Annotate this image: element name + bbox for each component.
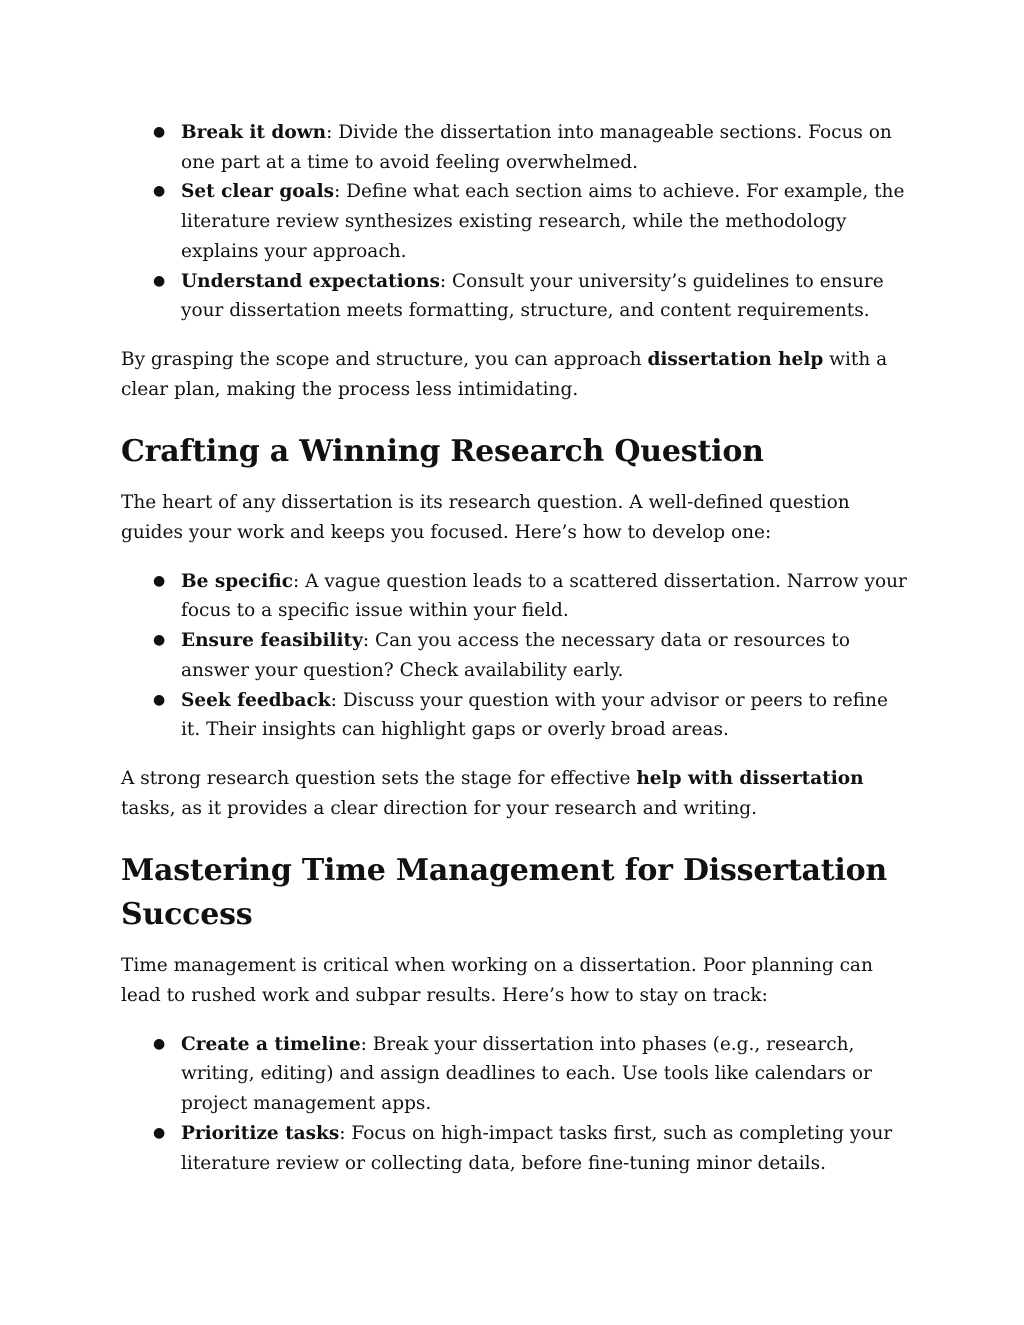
paragraph-bold-phrase: help with dissertation [636,767,864,789]
list-item-term: Be specific [181,570,293,592]
list-item [121,267,911,326]
list-item [121,177,911,266]
list-item [121,626,911,685]
bullet-icon: ● [153,183,166,200]
bullet-icon: ● [153,272,166,289]
list-item-text: : Can you access the necessary data or resources to answer your question? Check availability early. [181,630,850,681]
list-item [121,1030,911,1119]
list-item-term: Seek feedback [181,689,331,711]
list-item-text: : Consult your university’s guidelines to ensure your dissertation meets formatting, structure, and content requirements. [181,270,884,322]
list-item [121,686,911,745]
scope-paragraph [121,345,911,404]
list-item-term: Set clear goals [181,181,335,203]
paragraph-text: A strong research question sets the stage for effective [121,767,637,789]
list-item-term: Ensure feasibility [181,630,363,652]
list-item-term: Break it down [181,122,327,143]
list-item-text: : Break your dissertation into phases (e.g., research, writing, editing) and assign deadlines to each. Use tools like calendars or project management apps. [181,1033,872,1115]
bullet-icon: ● [153,1124,166,1141]
intro-bullet-list [121,118,911,326]
bullet-icon: ● [153,691,166,708]
research-bullet-list [121,567,911,745]
bullet-icon: ● [153,1035,166,1052]
list-item-text: : A vague question leads to a scattered dissertation. Narrow your focus to a specific issue within your field. [181,570,907,622]
list-item-term: Understand expectations [181,270,440,292]
list-item-text: : Discuss your question with your advisor or peers to refine it. Their insights can highlight gaps or overly broad areas. [181,689,888,741]
bullet-icon: ● [153,632,166,649]
list-item-term: Prioritize tasks [181,1122,340,1144]
section-heading-research: Crafting a Winning Research Question [121,434,764,470]
paragraph-text: with a clear plan, making the process less intimidating. [121,348,888,400]
list-item-text: : Focus on high-impact tasks first, such as completing your literature review or collecting data, before fine-tuning minor details. [181,1122,893,1174]
bullet-icon: ● [153,124,166,140]
list-item-term: Create a timeline [181,1033,361,1055]
section-heading-time-management: Mastering Time Management for Dissertation Success [121,853,888,933]
list-item [121,567,911,626]
list-item-text: : Divide the dissertation into manageable sections. Focus on one part at a time to avoid feeling overwhelmed. [181,122,892,173]
list-item [121,118,911,177]
research-intro-paragraph: The heart of any dissertation is its research question. A well-defined question guides your work and keeps you focused. Here’s how to develop one: [121,492,850,544]
list-item [121,1119,911,1178]
document-page [121,118,911,1178]
research-closing-paragraph [121,764,911,823]
time-bullet-list [121,1030,911,1179]
time-intro-paragraph: Time management is critical when working on a dissertation. Poor planning can lead to rushed work and subpar results. Here’s how to stay on track: [121,955,873,1007]
paragraph-text: By grasping the scope and structure, you can approach [121,348,648,370]
list-item-text: : Define what each section aims to achieve. For example, the literature review synthesizes existing research, while the methodology explains your approach. [181,181,905,262]
bullet-icon: ● [153,572,166,589]
paragraph-text: tasks, as it provides a clear direction for your research and writing. [121,797,757,819]
paragraph-bold-phrase: dissertation help [647,348,824,370]
